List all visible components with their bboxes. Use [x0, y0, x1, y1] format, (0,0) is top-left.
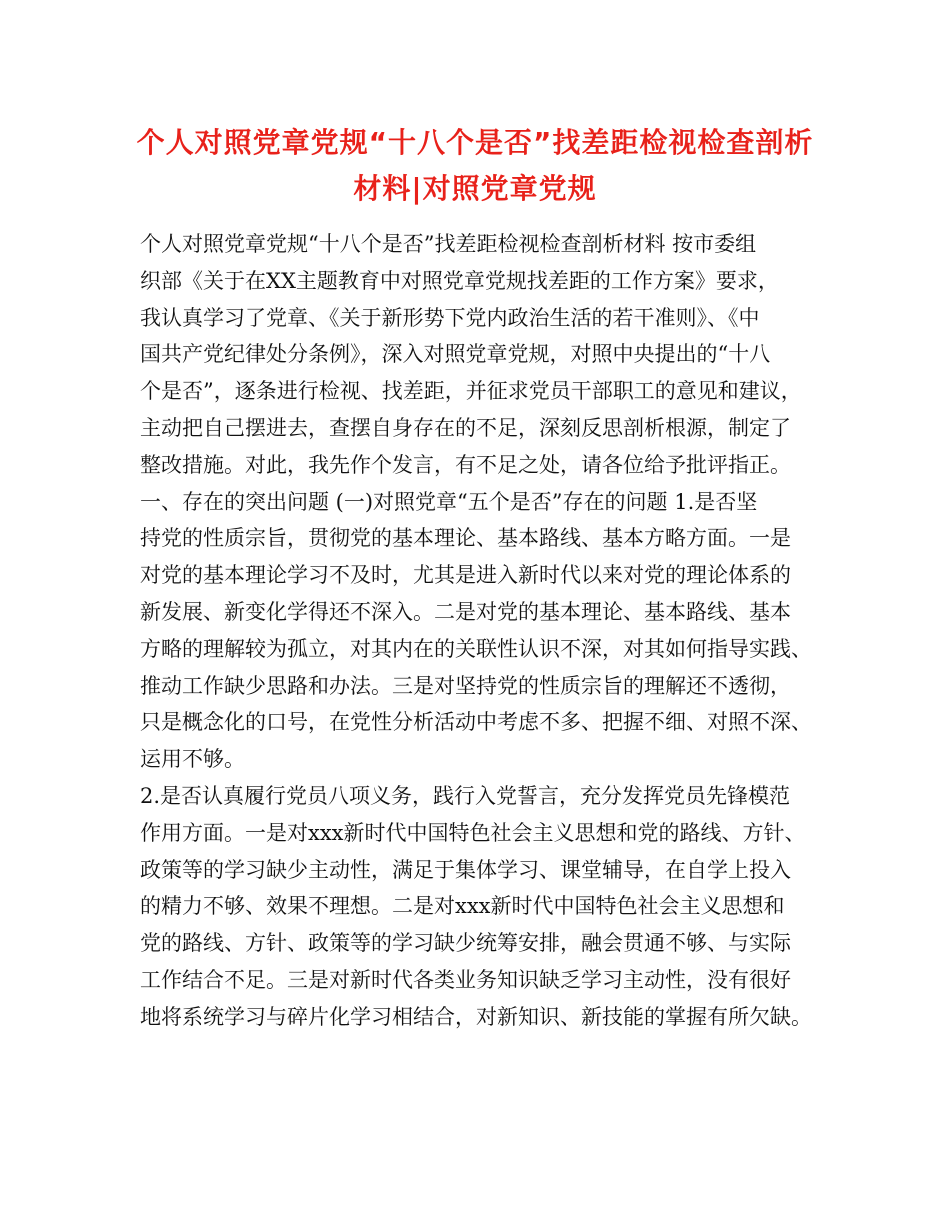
body-line: 整改措施。对此，我先作个发言，有不足之处，请各位给予批评指正。: [140, 452, 791, 477]
body-line: 对党的基本理论学习不及时，尤其是进入新时代以来对党的理论体系的: [140, 563, 791, 588]
title-line: 材料|对照党章党规: [353, 172, 597, 205]
body-line: 工作结合不足。三是对新时代各类业务知识缺乏学习主动性，没有很好: [140, 967, 791, 992]
title-line: 个人对照党章党规“十八个是否”找差距检视检查剖析: [136, 126, 814, 159]
body-line: 个是否”，逐条进行检视、找差距，并征求党员干部职工的意见和建议，: [140, 379, 802, 404]
body-line: 作用方面。一是对xxx新时代中国特色社会主义思想和党的路线、方针、: [140, 820, 806, 845]
body-line: 推动工作缺少思路和办法。三是对坚持党的性质宗旨的理解还不透彻，: [140, 673, 791, 698]
body-line: 地将系统学习与碎片化学习相结合，对新知识、新技能的掌握有所欠缺。: [140, 1004, 812, 1029]
body-line: 一、存在的突出问题 (一)对照党章“五个是否”存在的问题 1.是否坚: [140, 489, 758, 514]
body-line: 2.是否认真履行党员八项义务，践行入党誓言，充分发挥党员先锋模范: [140, 783, 791, 808]
body-line: 方略的理解较为孤立，对其内在的关联性认识不深，对其如何指导实践、: [140, 636, 812, 661]
body-line: 我认真学习了党章、《关于新形势下党内政治生活的若干准则》、《中: [140, 305, 760, 330]
body-line: 只是概念化的口号，在党性分析活动中考虑不多、把握不细、对照不深、: [140, 710, 812, 735]
body-line: 国共产党纪律处分条例》，深入对照党章党规，对照中央提出的“十八: [140, 342, 771, 367]
body-line: 个人对照党章党规“十八个是否”找差距检视检查剖析材料 按市委组: [140, 232, 757, 256]
body-line: 织部《关于在XX主题教育中对照党章党规找差距的工作方案》要求，: [140, 268, 779, 293]
body-line: 的精力不够、效果不理想。二是对xxx新时代中国特色社会主义思想和: [140, 894, 785, 919]
body-line: 主动把自己摆进去，查摆自身存在的不足，深刻反思剖析根源，制定了: [140, 415, 791, 440]
body-line: 新发展、新变化学得还不深入。二是对党的基本理论、基本路线、基本: [140, 599, 791, 624]
document-body: [140, 226, 830, 1036]
body-line: 政策等的学习缺少主动性，满足于集体学习、课堂辅导，在自学上投入: [140, 857, 791, 882]
body-line: 运用不够。: [140, 747, 245, 772]
body-line: 党的路线、方针、政策等的学习缺少统筹安排，融会贯通不够、与实际: [140, 931, 791, 956]
body-line: 持党的性质宗旨，贯彻党的基本理论、基本路线、基本方略方面。一是: [140, 526, 791, 551]
document-title: [120, 120, 830, 212]
